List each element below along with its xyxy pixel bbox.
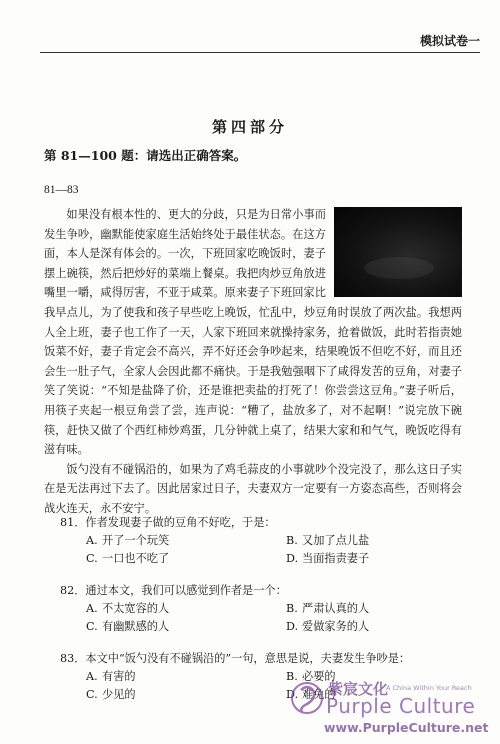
part-title: 第四部分 [211, 118, 288, 136]
question-stem: 83．本文中“饭勺没有不碰锅沿的”一句，意思是说，夫妻发生争吵是： [60, 652, 411, 665]
running-header [40, 32, 480, 53]
passage-paragraph-2: 饭勺没有不碰锅沿的，如果为了鸡毛蒜皮的小事就吵个没完没了，那么这日子实在是无法再过下去了。因此居家过日子，夫妻双方一定要有一方姿态高些，否则将会战火连天，永不安宁。 [44, 462, 462, 515]
option-b[interactable]: B. 严肃认真的人 [286, 602, 370, 615]
paragraph-text: 如果没有根本性的、更大的分歧，只是为日常小事而发生争吵，幽默能使家庭生活始终处于最佳状态。在这方面，本人是深有体会的。一次，下班回家吃晚饭时，妻子摆上碗筷，然后把炒好的菜端上餐桌。我把肉炒豆角放进嘴里一嚼，咸得厉害，不亚于咸菜。原来妻子下班回家比我早点儿，为了使我和孩子早些吃上晚饭，忙乱中，炒豆角时误放了两次盐。我想两人全上班，妻子也工作了一天，人家下班回来就操持家务，抢着做饭，此时若指责她饭菜不好，妻子肯定会不高兴，弄不好还会争吵起来，结果晚饭不但吃不好，而且还会生一肚子气，全家人会因此都不痛快。于是我勉强咽下了咸得发苦的豆角，对妻子笑了笑说：“不知是盐降了价，还是谁把卖盐的打死了！你尝尝这豆角。”妻子听后，用筷子夹起一根豆角尝了尝，连声说：“糟了，盐放多了，对不起啊！”说完放下碗筷，赶快又做了个西红柿炒鸡蛋，几分钟就上桌了，结果大家和和气气，晚饭吃得有滋有味。 [44, 208, 462, 457]
question-stem: 81．作者发现妻子做的豆角不好吃，于是： [60, 516, 276, 529]
running-title: 模拟试卷一 [419, 34, 480, 48]
answer-options [64, 600, 464, 636]
option-d[interactable]: D. 难免的 [286, 688, 336, 701]
option-a[interactable]: A. 开了一个玩笑 [86, 534, 170, 547]
watermark-url: www.PurpleCulture.net [324, 720, 489, 735]
watermark-chinese: 紫宸文化 [328, 680, 389, 698]
instruction-text: ：请选出正确答案。 [133, 148, 247, 163]
option-a[interactable]: A. 有害的 [86, 670, 136, 683]
answer-options [64, 532, 464, 568]
option-a[interactable]: A. 不太宽容的人 [86, 602, 170, 615]
option-d[interactable]: D. 爱做家务的人 [286, 620, 370, 633]
option-c[interactable]: C. 少见的 [86, 688, 136, 701]
option-b[interactable]: B. 又加了点儿盐 [286, 534, 370, 547]
section-instruction [44, 146, 246, 164]
option-b[interactable]: B. 必要的 [286, 670, 336, 683]
question-81 [60, 514, 464, 568]
dinner-photo [334, 207, 462, 297]
passage-paragraph-1 [44, 205, 462, 460]
question-82 [60, 582, 464, 636]
watermark [290, 676, 490, 736]
reading-passage [44, 205, 462, 519]
instruction-number: 第 81—100 题 [44, 148, 134, 163]
question-range: 81—83 [44, 184, 79, 196]
watermark-tagline: A China Within Your Reach [386, 684, 472, 692]
option-c[interactable]: C. 一口也不吃了 [86, 552, 170, 565]
purple-culture-logo-icon [290, 678, 324, 718]
option-c[interactable]: C. 有幽默感的人 [86, 620, 170, 633]
question-stem: 82．通过本文，我们可以感觉到作者是一个： [60, 584, 287, 597]
option-d[interactable]: D. 当面指责妻子 [286, 552, 370, 565]
watermark-brand: Purple Culture [326, 694, 476, 718]
